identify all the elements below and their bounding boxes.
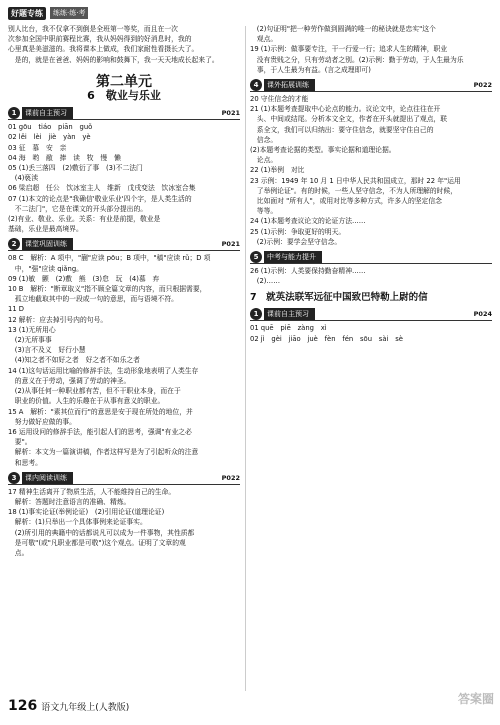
text-line: (2)示例：要学会坚守信念。 bbox=[250, 237, 342, 246]
text-line: 论点。 bbox=[250, 156, 278, 165]
text-line: (2)句证明"把一种劳作做到圆满的唯一的秘诀就是忠实"这个 bbox=[250, 25, 436, 33]
footer bbox=[8, 698, 129, 714]
column-divider bbox=[245, 26, 246, 691]
lesson-title: 7 就英法联军远征中国致巴特勒上尉的信 bbox=[250, 292, 428, 304]
section-page: P022 bbox=[221, 473, 240, 482]
text-line: 20 守住信念的才能 bbox=[250, 95, 309, 104]
text-line: 05 (1)丢三落四 (2)敷衍了事 (3)不二法门 bbox=[8, 164, 143, 173]
text-line: 01 gōu tiáo piān guǒ bbox=[8, 123, 93, 132]
text-line: 没有贵贱之分，只有劳动者之别。(2)示例：勤于劳动，于人生最为乐 bbox=[250, 55, 464, 64]
section-bar bbox=[8, 107, 240, 120]
text-line: 是可敬"(或"凡职业都是可敬")这个观点。证明了文章的观 bbox=[8, 538, 186, 547]
section-bar bbox=[8, 238, 240, 251]
text-line: 09 (1)敏 颤 (2)敷 熊 (3)怠 玩 (4)慕 弃 bbox=[8, 274, 160, 283]
text-line: 19 (1)示例：做事要专注，干一行爱一行；追求人生的精神，职业 bbox=[250, 45, 448, 54]
text-line: 比如面对 "所有人"，或用对比等多种方式，许多人的坚定信念 bbox=[250, 197, 442, 206]
text-line: (4)知之者不如好之者 好之者不如乐之者 bbox=[8, 356, 140, 365]
section-label: 课堂巩固训练 bbox=[22, 238, 73, 250]
text-line: 21 (1)本题考查提取中心论点的能力。议论文中，论点往往在开 bbox=[250, 105, 441, 114]
text-line: (2)…… bbox=[250, 277, 281, 286]
text-line: (3)言不及义 好行小慧 bbox=[8, 346, 86, 355]
text-line: 01 quē piē zàng xì bbox=[250, 324, 327, 333]
text-line: 08 C 解析：A 项中，"蒯"应读 pōu；B 项中，"稿"应读 rǔ；D 项 bbox=[8, 254, 211, 263]
text-line: (2)无所事事 bbox=[8, 336, 52, 345]
text-line: 02 jì gèi jiāo juè fèn fén sōu sài sè bbox=[250, 334, 403, 343]
text-line: 点。 bbox=[8, 548, 29, 557]
text-line: 06 梁启超 任公 饮冰室主人 维新 戊戌变法 饮冰室合集 bbox=[8, 184, 196, 193]
section-content bbox=[250, 24, 492, 75]
text-line: 不二法门"，它是在课文的开头部分提出的。 bbox=[8, 204, 148, 213]
text-line: 次参加全国中职前赛程比赛，我从妈妈得到的好消息时，我的 bbox=[8, 35, 192, 44]
text-line: 11 D bbox=[8, 305, 25, 314]
section-number: 1 bbox=[250, 308, 262, 320]
text-line: 要"。 bbox=[8, 438, 32, 447]
text-line: 13 (1)无所用心 bbox=[8, 325, 56, 334]
page-number: 126 bbox=[8, 698, 38, 714]
section-number: 5 bbox=[250, 251, 262, 263]
text-line: 07 (1)本文的论点是"我确信'敬业乐业'四个字，是人类生活的 bbox=[8, 194, 192, 203]
section-bar bbox=[250, 251, 492, 264]
text-line: 22 (1)举例 对比 bbox=[250, 166, 305, 175]
unit-title: 第二单元 bbox=[96, 73, 152, 90]
text-line: 系全文，我们可以归纳出：要守住信念，就要坚守住自己的 bbox=[250, 125, 434, 134]
watermark: 答案圈 bbox=[457, 692, 494, 706]
section-page: P021 bbox=[221, 109, 240, 118]
text-line: 解析：答题时注意语言的准确、精炼。 bbox=[8, 497, 131, 506]
section-number: 1 bbox=[8, 107, 20, 119]
section-bar bbox=[250, 308, 492, 321]
section-content bbox=[250, 94, 492, 247]
section-page: P024 bbox=[473, 310, 492, 319]
text-line: (2)有业、敬业、乐业。关系：有业是前提，敬业是 bbox=[8, 215, 161, 224]
section-page: P022 bbox=[473, 80, 492, 89]
text-line: 头、中间或结尾。分析本文全文，作者在开头就提出了观点，联 bbox=[250, 115, 448, 124]
text-line: 心里真是美滋滋的。我将课本上做成，我们家耐性看摄长大了。 bbox=[8, 45, 199, 54]
section-content bbox=[8, 487, 240, 558]
text-line: (2)本题考查论据的类型。事实论据和道理论据。 bbox=[250, 146, 396, 155]
footer-text: 语文九年级上(人教版) bbox=[41, 703, 130, 713]
text-line: 是的，就是在爸爸、妈妈的影响和鼓舞下，我一天天地成长起来了。 bbox=[8, 55, 219, 64]
section-content bbox=[8, 253, 240, 467]
text-line: (2)从事任何一种职业都有苦，但不干职业本身，而在于 bbox=[8, 387, 181, 396]
right-column bbox=[250, 24, 492, 344]
text-line: 15 A 解析："素其位而行"的意思是安于现在所处的地位，并 bbox=[8, 407, 193, 416]
section-number: 4 bbox=[250, 79, 262, 91]
section-content bbox=[8, 122, 240, 234]
text-line: 25 (1)示例：争取更好的明天。 bbox=[250, 227, 346, 236]
section-label: 课前自主预习 bbox=[264, 308, 315, 320]
text-line: 解析：(1)只举出一个具体事例来论证事实。 bbox=[8, 518, 147, 527]
section-page: P021 bbox=[221, 240, 240, 249]
text-line: 02 lěi lèi jiè yàn yè bbox=[8, 133, 91, 142]
text-line: 24 (1)本题考查议论文的论证方法…… bbox=[250, 217, 366, 226]
header-subtitle: 练练·练·考 bbox=[50, 7, 88, 19]
text-line: (2)所引用的典籍中的话都说凡可以成为一件事物，其性质都 bbox=[8, 528, 195, 537]
text-line: 基础，乐业是最高境界。 bbox=[8, 225, 83, 234]
section-label: 课前自主预习 bbox=[22, 107, 73, 119]
text-line: 等等。 bbox=[250, 207, 278, 216]
intro-text bbox=[8, 24, 240, 65]
text-line: 职业的价值。人生的乐趣在于从事有意义的职业。 bbox=[8, 397, 165, 406]
text-line: 10 B 解析："断章取义"指不顾全篇文章的内容，而只根据需要， bbox=[8, 285, 207, 294]
text-line: 的意义在于劳动，强调了劳动的神圣。 bbox=[8, 376, 131, 385]
section-bar bbox=[8, 472, 240, 485]
text-line: 孤立地截取其中的一段或一句的意思，而与语境不符。 bbox=[8, 295, 178, 304]
section-number: 2 bbox=[8, 238, 20, 250]
text-line: 17 精神生活离开了物质生活，人不能维持自己的生命。 bbox=[8, 487, 176, 496]
header bbox=[8, 6, 88, 20]
text-line: 信念。 bbox=[250, 135, 278, 144]
text-line: (4)亵渎 bbox=[8, 174, 39, 183]
text-line: 04 海 哟 敝 捧 读 牧 慢 懒 bbox=[8, 153, 121, 162]
section-content bbox=[250, 323, 492, 343]
logo: 好题专练 bbox=[8, 7, 46, 20]
text-line: 了举例论证"。有的时候，一些人坚守信念，不为人所理解的时候， bbox=[250, 186, 458, 195]
section-label: 课外拓展训练 bbox=[264, 79, 315, 91]
left-column bbox=[8, 24, 240, 558]
text-line: 23 示例：1949 年 10 月 1 日中华人民共和国成立，那时 22 年"运用 bbox=[250, 176, 461, 185]
lesson-title: 6 敬业与乐业 bbox=[87, 89, 161, 103]
text-line: 14 (1)这句话运用比喻的修辞手法，生动形象地表明了人类生存 bbox=[8, 366, 199, 375]
text-line: 中，"强"应读 qiǎng。 bbox=[8, 264, 83, 273]
text-line: 别人比台，我不仅拿不到倒是全班第一等奖，而且在一次 bbox=[8, 25, 178, 33]
text-line: 26 (1)示例：人类要保持勤奋精神…… bbox=[250, 267, 366, 276]
section-label: 课内阅读训练 bbox=[22, 472, 73, 484]
section-bar bbox=[250, 79, 492, 92]
text-line: 观点。 bbox=[250, 35, 278, 44]
section-number: 3 bbox=[8, 472, 20, 484]
text-line: 12 解析：应去掉引号内的句号。 bbox=[8, 315, 108, 324]
section-content bbox=[250, 266, 492, 286]
text-line: 努力做好应做的事。 bbox=[8, 417, 76, 426]
text-line: 解析：本文为一篇演讲稿，作者这样写是为了引起听众的注意 bbox=[8, 448, 199, 457]
text-line: 18 (1)事实论证(举例论证) (2)引用论证(道理论证) bbox=[8, 508, 165, 517]
section-label: 中考与能力提升 bbox=[264, 251, 322, 263]
text-line: 事，于人生最为有益。(言之成理即可) bbox=[250, 65, 371, 74]
text-line: 03 征 慕 安 亲 bbox=[8, 143, 67, 152]
text-line: 16 运用设问的修辞手法，能引起人们的思考，强调"有业之必 bbox=[8, 427, 192, 436]
text-line: 和思考。 bbox=[8, 458, 42, 467]
